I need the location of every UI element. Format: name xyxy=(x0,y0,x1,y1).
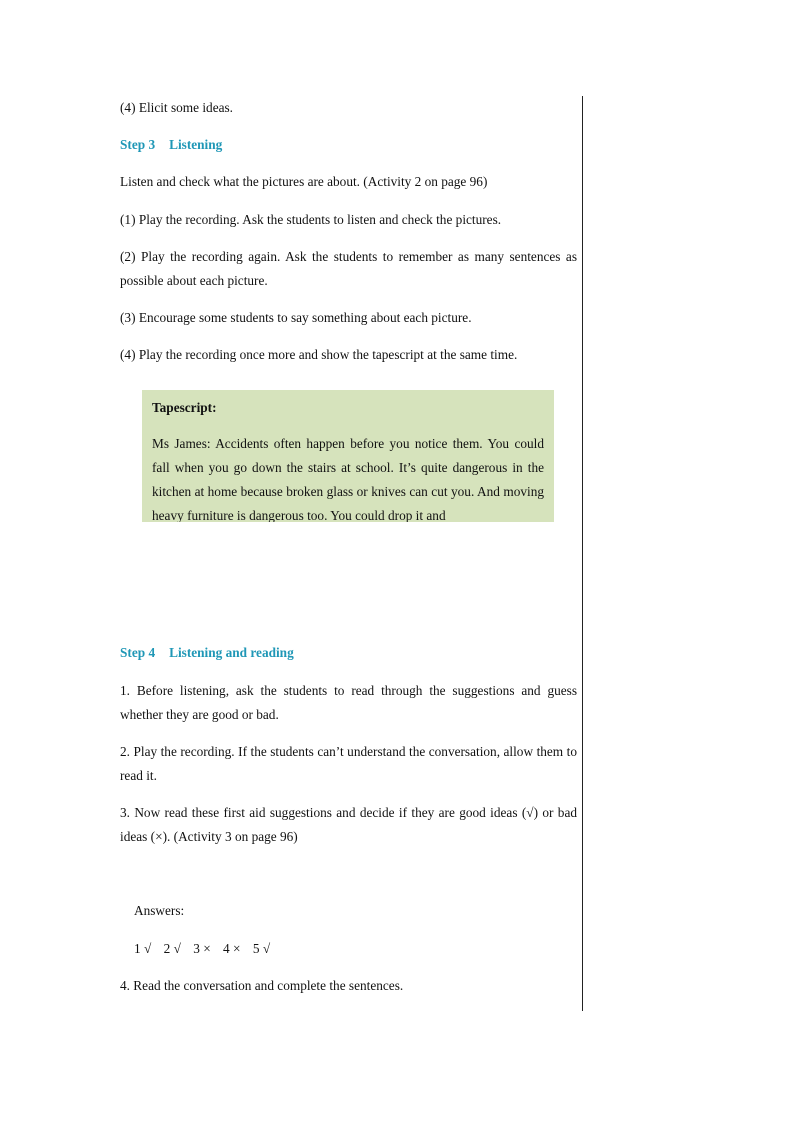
step4-item-2: 2. Play the recording. If the students can’t understand the conversation, allow them to read it. xyxy=(120,744,577,783)
step3-title: Listening xyxy=(169,137,223,152)
step4-item-1: 1. Before listening, ask the students to read through the suggestions and guess whether they are good or bad. xyxy=(120,683,577,722)
step3-item-3: (3) Encourage some students to say something about each picture. xyxy=(120,310,472,325)
tapescript-body: Ms James: Accidents often happen before you notice them. You could fall when you go down the stairs at school. It’s quite dangerous in the kitchen at home because broken glass or knives can cut you. And moving heavy furniture is dangerous too. You could drop it and xyxy=(152,436,544,522)
margin-rule xyxy=(582,96,583,1011)
tapescript-title: Tapescript: xyxy=(152,400,217,415)
step4-heading xyxy=(120,641,577,665)
answers-row xyxy=(134,937,279,961)
step3-number: Step 3 xyxy=(120,137,156,152)
tapescript-box xyxy=(142,390,554,522)
step2-last-item: (4) Elicit some ideas. xyxy=(120,100,233,115)
answers-label: Answers: xyxy=(134,903,185,918)
answer-4: 4 × xyxy=(223,941,241,956)
step4-item-3: 3. Now read these first aid suggestions and decide if they are good ideas (√) or bad ideas (×). (Activity 3 on page 96) xyxy=(120,805,577,844)
step3-intro: Listen and check what the pictures are about. (Activity 2 on page 96) xyxy=(120,174,488,189)
step4-title: Listening and reading xyxy=(169,645,294,660)
answer-5: 5 √ xyxy=(252,941,271,956)
step3-heading xyxy=(120,133,577,157)
step3-item-1: (1) Play the recording. Ask the students to listen and check the pictures. xyxy=(120,212,502,227)
answer-2: 2 √ xyxy=(163,941,181,956)
step4-item-4: 4. Read the conversation and complete the sentences. xyxy=(120,978,404,993)
step4-number: Step 4 xyxy=(120,645,156,660)
answer-1: 1 √ xyxy=(134,941,152,956)
step3-item-2: (2) Play the recording again. Ask the students to remember as many sentences as possible about each picture. xyxy=(120,249,577,288)
answer-3: 3 × xyxy=(193,941,211,956)
step3-item-4: (4) Play the recording once more and show the tapescript at the same time. xyxy=(120,347,518,362)
